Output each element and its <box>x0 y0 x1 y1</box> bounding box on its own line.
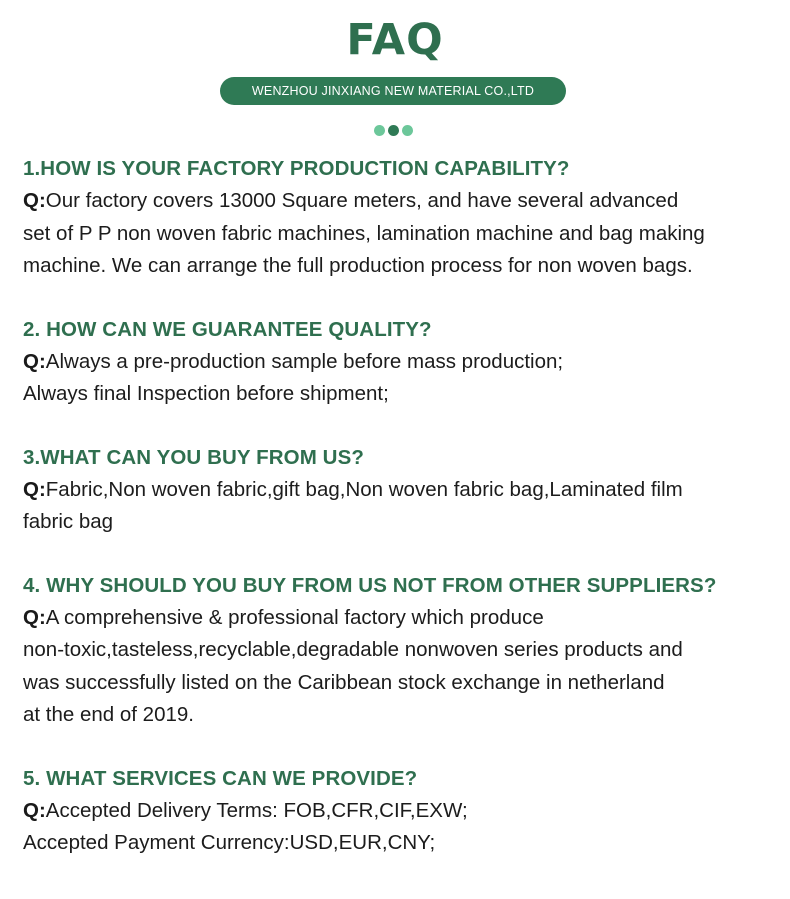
answer-line <box>23 185 783 218</box>
answer-line <box>23 602 783 635</box>
answer-prefix: Q: <box>23 477 46 501</box>
faq-answer <box>23 346 783 411</box>
answer-line: fabric bag <box>23 510 114 533</box>
faq-header <box>0 0 790 150</box>
spacer <box>23 732 783 763</box>
faq-question: 3.WHAT CAN YOU BUY FROM US? <box>23 445 364 469</box>
decorative-dots <box>374 125 424 137</box>
spacer <box>23 539 783 570</box>
answer-prefix: Q: <box>23 798 46 822</box>
answer-prefix: Q: <box>23 189 46 212</box>
answer-text: Our factory covers 13000 Square meters, and have several advanced <box>45 189 679 212</box>
dot-icon <box>388 125 399 136</box>
faq-answer <box>23 185 783 283</box>
faq-item-2 <box>23 314 783 411</box>
spacer <box>23 411 783 442</box>
dot-icon <box>374 125 385 136</box>
answer-line <box>23 346 783 379</box>
faq-question: 4. WHY SHOULD YOU BUY FROM US NOT FROM OTHER SUPPLIERS? <box>23 573 717 597</box>
faq-item-3 <box>23 442 783 539</box>
answer-text: Always a pre-production sample before mass production; <box>45 349 564 373</box>
faq-list <box>23 153 783 860</box>
spacer <box>23 283 783 314</box>
answer-text: A comprehensive & professional factory which produce <box>45 605 544 629</box>
faq-question: 1.HOW IS YOUR FACTORY PRODUCTION CAPABILITY? <box>23 157 570 180</box>
faq-answer <box>23 474 783 539</box>
answer-line: Always final Inspection before shipment; <box>23 382 389 405</box>
faq-item-1 <box>23 153 783 283</box>
answer-text: Accepted Delivery Terms: FOB,CFR,CIF,EXW; <box>45 798 468 822</box>
company-name-badge: WENZHOU JINXIANG NEW MATERIAL CO.,LTD <box>220 77 566 105</box>
answer-prefix: Q: <box>23 349 46 373</box>
answer-line: was successfully listed on the Caribbean stock exchange in netherland <box>23 670 665 694</box>
page-title: FAQ <box>346 15 444 65</box>
faq-question: 2. HOW CAN WE GUARANTEE QUALITY? <box>23 317 432 341</box>
answer-prefix: Q: <box>23 605 46 629</box>
answer-line: non-toxic,tasteless,recyclable,degradable nonwoven series products and <box>23 638 683 661</box>
dot-icon <box>402 125 413 136</box>
faq-answer <box>23 602 783 732</box>
faq-question: 5. WHAT SERVICES CAN WE PROVIDE? <box>23 766 418 790</box>
answer-line <box>23 474 783 507</box>
faq-answer <box>23 795 783 860</box>
faq-item-5 <box>23 763 783 860</box>
answer-line: Accepted Payment Currency:USD,EUR,CNY; <box>23 831 436 854</box>
answer-text: Fabric,Non woven fabric,gift bag,Non woven fabric bag,Laminated film <box>45 477 683 501</box>
answer-line <box>23 795 783 828</box>
answer-line: set of P P non woven fabric machines, lamination machine and bag making <box>23 221 705 245</box>
faq-item-4 <box>23 570 783 732</box>
answer-line: machine. We can arrange the full production process for non woven bags. <box>23 254 693 277</box>
answer-line: at the end of 2019. <box>23 703 194 726</box>
